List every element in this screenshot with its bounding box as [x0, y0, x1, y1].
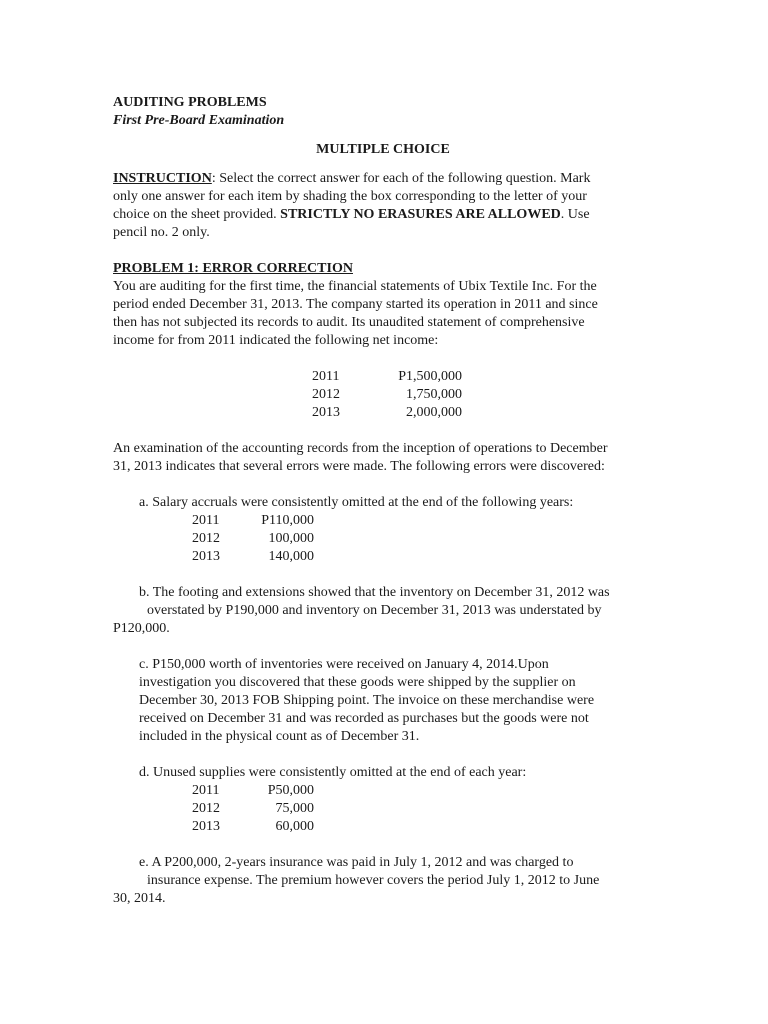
examination-line: 31, 2013 indicates that several errors were made. The following errors were discovered: — [113, 459, 605, 474]
item-e-line: insurance expense. The premium however covers the period July 1, 2012 to June — [147, 873, 600, 888]
net-income-table — [312, 368, 653, 422]
item-d-year: 2011 — [192, 783, 220, 798]
instruction-text-2: only one answer for each item by shading the box corresponding to the letter of your — [113, 189, 587, 204]
item-a-amount: 140,000 — [268, 549, 314, 564]
item-e-line: 30, 2014. — [113, 891, 166, 906]
instruction-paragraph — [113, 170, 633, 242]
item-b-line: P120,000. — [113, 621, 170, 636]
examination-line: An examination of the accounting records from the inception of operations to December — [113, 441, 608, 456]
item-b — [113, 584, 653, 638]
instruction-text-3a: choice on the sheet provided. — [113, 207, 281, 222]
item-c — [113, 656, 653, 746]
item-c-line: investigation you discovered that these goods were shipped by the supplier on — [139, 675, 576, 690]
item-b-line: b. The footing and extensions showed that the inventory on December 31, 2012 was — [139, 585, 610, 600]
section-heading: MULTIPLE CHOICE — [316, 142, 450, 157]
problem-intro-line: income for from 2011 indicated the following net income: — [113, 333, 439, 348]
net-income-year: 2012 — [312, 387, 340, 402]
problem-intro-line: You are auditing for the first time, the financial statements of Ubix Textile Inc. For the — [113, 279, 597, 294]
item-b-line: overstated by P190,000 and inventory on December 31, 2013 was understated by — [147, 603, 602, 618]
item-a-text: a. Salary accruals were consistently omitted at the end of the following years: — [139, 495, 574, 510]
item-a-year: 2011 — [192, 513, 220, 528]
problem-intro-line: then has not subjected its records to audit. Its unaudited statement of comprehensive — [113, 315, 585, 330]
instruction-label: INSTRUCTION — [113, 171, 212, 186]
problem-intro — [113, 278, 633, 350]
instruction-text-4: pencil no. 2 only. — [113, 225, 210, 240]
item-d-year: 2013 — [192, 819, 220, 834]
instruction-text-1: : Select the correct answer for each of the following question. Mark — [211, 171, 591, 186]
item-c-line: December 30, 2013 FOB Shipping point. The invoice on these merchandise were — [139, 693, 595, 708]
item-a-year: 2013 — [192, 549, 220, 564]
document-subtitle: First Pre-Board Examination — [113, 113, 285, 128]
unused-supplies-table — [192, 782, 653, 836]
item-d-year: 2012 — [192, 801, 220, 816]
item-a-amount: 100,000 — [268, 531, 314, 546]
item-c-line: received on December 31 and was recorded as purchases but the goods were not — [139, 711, 589, 726]
item-d-text: d. Unused supplies were consistently omitted at the end of each year: — [139, 765, 527, 780]
item-d-amount: 75,000 — [275, 801, 314, 816]
item-a-amount: P110,000 — [261, 513, 314, 528]
item-d-amount: P50,000 — [267, 783, 314, 798]
problem-heading: PROBLEM 1: ERROR CORRECTION — [113, 261, 353, 276]
item-c-line: included in the physical count as of December 31. — [139, 729, 420, 744]
instruction-text-3c: . Use — [560, 207, 590, 222]
net-income-amount: 2,000,000 — [406, 405, 462, 420]
examination-paragraph — [113, 440, 633, 476]
net-income-year: 2011 — [312, 369, 340, 384]
instruction-warning: STRICTLY NO ERASURES ARE ALLOWED — [280, 207, 561, 222]
net-income-amount: 1,750,000 — [406, 387, 462, 402]
item-e — [113, 854, 653, 908]
item-d-amount: 60,000 — [275, 819, 314, 834]
problem-intro-line: period ended December 31, 2013. The company started its operation in 2011 and since — [113, 297, 598, 312]
net-income-year: 2013 — [312, 405, 340, 420]
item-c-line: c. P150,000 worth of inventories were received on January 4, 2014.Upon — [139, 657, 549, 672]
document-page — [113, 94, 653, 908]
net-income-amount: P1,500,000 — [398, 369, 462, 384]
salary-accruals-table — [192, 512, 653, 566]
document-title: AUDITING PROBLEMS — [113, 95, 267, 110]
item-a-year: 2012 — [192, 531, 220, 546]
item-e-line: e. A P200,000, 2-years insurance was paid in July 1, 2012 and was charged to — [139, 855, 574, 870]
